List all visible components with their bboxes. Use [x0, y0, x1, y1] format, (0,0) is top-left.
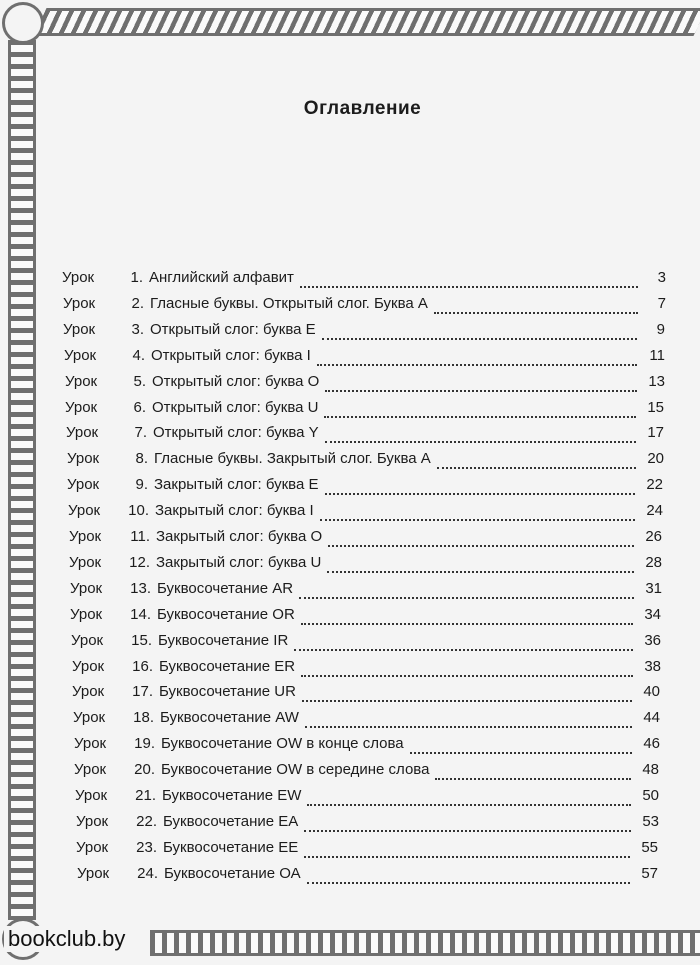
toc-dot-leader	[302, 686, 632, 702]
toc-entry-title: Буквосочетание OW в конце слова	[161, 735, 404, 752]
toc-lesson-label: Урок	[70, 606, 103, 623]
toc-lesson-label: Урок	[62, 269, 95, 286]
toc-lesson-label: Урок	[76, 813, 109, 830]
toc-entry-title: Буквосочетание AR	[157, 580, 294, 597]
toc-lesson-number: 2.	[131, 295, 144, 312]
toc-lesson-label: Урок	[74, 735, 107, 752]
toc-dot-leader	[304, 842, 630, 858]
toc-lesson-number: 17.	[132, 683, 153, 700]
toc-row	[76, 836, 658, 860]
toc-dot-leader	[324, 402, 636, 418]
toc-page-number: 46	[643, 735, 660, 752]
decorative-rope-border-bottom	[150, 930, 700, 956]
toc-entry-title: Открытый слог: буква Е	[150, 321, 316, 338]
toc-entry-title: Закрытый слог: буква Е	[154, 476, 319, 493]
toc-dot-leader	[322, 324, 637, 340]
toc-row	[62, 266, 666, 290]
corner-bow-icon	[2, 2, 44, 44]
toc-dot-leader	[320, 505, 635, 521]
toc-lesson-label: Урок	[63, 321, 96, 338]
toc-lesson-label: Урок	[69, 528, 102, 545]
toc-lesson-number: 11.	[130, 528, 150, 545]
toc-lesson-label: Урок	[65, 399, 98, 416]
toc-page-number: 28	[645, 554, 662, 571]
watermark: bookclub.by	[4, 926, 129, 952]
toc-entry-title: Открытый слог: буква Y	[153, 424, 319, 441]
toc-lesson-number: 22.	[136, 813, 157, 830]
toc-dot-leader	[434, 298, 638, 314]
toc-lesson-number: 7.	[134, 424, 147, 441]
toc-row	[70, 603, 661, 627]
toc-lesson-label: Урок	[72, 658, 105, 675]
toc-lesson-number: 21.	[135, 787, 156, 804]
toc-entry-title: Гласные буквы. Открытый слог. Буква А	[150, 295, 428, 312]
toc-row	[76, 810, 659, 834]
toc-page-number: 57	[641, 865, 658, 882]
toc-lesson-number: 19.	[134, 735, 155, 752]
toc-entry-title: Буквосочетание EW	[162, 787, 302, 804]
toc-lesson-number: 10.	[128, 502, 149, 519]
toc-dot-leader	[327, 557, 634, 573]
toc-row	[67, 473, 663, 497]
toc-page-number: 55	[641, 839, 658, 856]
toc-lesson-number: 3.	[131, 321, 144, 338]
decorative-rope-border-left	[8, 40, 36, 920]
toc-lesson-number: 6.	[133, 399, 146, 416]
toc-row	[70, 577, 662, 601]
toc-lesson-number: 5.	[133, 373, 146, 390]
toc-entry-title: Буквосочетание AW	[160, 709, 299, 726]
toc-dot-leader	[300, 272, 638, 288]
toc-dot-leader	[307, 868, 630, 884]
toc-page-number: 13	[648, 373, 665, 390]
toc-row	[63, 318, 665, 342]
toc-page-number: 38	[644, 658, 661, 675]
toc-page-number: 48	[642, 761, 659, 778]
toc-lesson-number: 18.	[133, 709, 154, 726]
toc-lesson-label: Урок	[71, 632, 104, 649]
toc-dot-leader	[317, 350, 637, 366]
toc-entry-title: Закрытый слог: буква U	[156, 554, 322, 571]
toc-dot-leader	[325, 376, 637, 392]
toc-dot-leader	[437, 453, 636, 469]
toc-page-number: 50	[642, 787, 659, 804]
toc-entry-title: Буквосочетание ER	[159, 658, 296, 675]
toc-page-number: 20	[647, 450, 664, 467]
toc-row	[72, 655, 661, 679]
toc-lesson-label: Урок	[74, 761, 107, 778]
toc-page-number: 36	[644, 632, 661, 649]
toc-page-number: 26	[645, 528, 662, 545]
toc-entry-title: Буквосочетание ЕА	[163, 813, 299, 830]
toc-row	[65, 370, 665, 394]
toc-lesson-label: Урок	[68, 502, 101, 519]
toc-entry-title: Английский алфавит	[149, 269, 294, 286]
toc-row	[69, 525, 662, 549]
toc-entry-title: Буквосочетание ОА	[164, 865, 301, 882]
toc-page-number: 11	[649, 347, 665, 364]
toc-page-number: 40	[643, 683, 660, 700]
toc-dot-leader	[301, 661, 633, 677]
toc-lesson-number: 13.	[130, 580, 151, 597]
toc-lesson-label: Урок	[67, 476, 100, 493]
toc-entry-title: Гласные буквы. Закрытый слог. Буква А	[154, 450, 431, 467]
toc-dot-leader	[328, 531, 634, 547]
toc-lesson-label: Урок	[65, 373, 98, 390]
toc-lesson-label: Урок	[64, 347, 97, 364]
toc-dot-leader	[325, 479, 636, 495]
toc-dot-leader	[435, 764, 631, 780]
toc-dot-leader	[299, 583, 634, 599]
toc-page-number: 22	[646, 476, 663, 493]
toc-entry-title: Закрытый слог: буква О	[156, 528, 323, 545]
toc-entry-title: Закрытый слог: буква I	[155, 502, 314, 519]
toc-lesson-number: 23.	[136, 839, 157, 856]
toc-row	[65, 396, 664, 420]
toc-lesson-number: 12.	[129, 554, 150, 571]
toc-page-number: 9	[656, 321, 665, 338]
toc-page-number: 15	[647, 399, 664, 416]
toc-entry-title: Открытый слог: буква U	[152, 399, 319, 416]
toc-entry-title: Буквосочетание UR	[159, 683, 296, 700]
toc-lesson-label: Урок	[75, 787, 108, 804]
toc-lesson-number: 8.	[135, 450, 148, 467]
toc-lesson-label: Урок	[66, 424, 99, 441]
toc-page-number: 7	[657, 295, 666, 312]
toc-dot-leader	[301, 609, 633, 625]
toc-row	[74, 732, 660, 756]
decorative-rope-border-top	[33, 8, 700, 36]
toc-lesson-label: Урок	[70, 580, 103, 597]
toc-page-number: 44	[643, 709, 660, 726]
toc-lesson-label: Урок	[69, 554, 102, 571]
toc-page-number: 31	[645, 580, 662, 597]
toc-page-number: 34	[644, 606, 661, 623]
toc-lesson-label: Урок	[73, 709, 106, 726]
toc-row	[66, 421, 664, 445]
toc-entry-title: Буквосочетание OR	[157, 606, 295, 623]
toc-lesson-label: Урок	[63, 295, 96, 312]
toc-row	[64, 344, 665, 368]
toc-lesson-number: 1.	[130, 269, 143, 286]
toc-lesson-label: Урок	[77, 865, 110, 882]
toc-lesson-number: 15.	[131, 632, 152, 649]
toc-lesson-label: Урок	[67, 450, 100, 467]
toc-lesson-number: 9.	[135, 476, 148, 493]
toc-dot-leader	[410, 738, 632, 754]
toc-entry-title: Буквосочетание ЕЕ	[163, 839, 299, 856]
toc-lesson-label: Урок	[76, 839, 109, 856]
toc-lesson-number: 24.	[137, 865, 158, 882]
toc-row	[63, 292, 666, 316]
toc-row	[67, 447, 664, 471]
toc-entry-title: Буквосочетание OW в середине слова	[161, 761, 430, 778]
toc-row	[75, 784, 659, 808]
toc-row	[72, 680, 660, 704]
toc-row	[69, 551, 662, 575]
toc-page-number: 3	[657, 269, 666, 286]
toc-page-number: 24	[646, 502, 663, 519]
toc-lesson-number: 4.	[132, 347, 145, 364]
toc-row	[68, 499, 663, 523]
toc-row	[77, 862, 658, 886]
toc-row	[73, 706, 660, 730]
toc-lesson-number: 14.	[130, 606, 151, 623]
toc-page-number: 53	[642, 813, 659, 830]
toc-dot-leader	[294, 635, 633, 651]
toc-entry-title: Буквосочетание IR	[158, 632, 289, 649]
toc-dot-leader	[305, 712, 632, 728]
toc-entry-title: Открытый слог: буква О	[152, 373, 320, 390]
toc-dot-leader	[307, 790, 631, 806]
toc-lesson-number: 16.	[132, 658, 153, 675]
page-title: Оглавление	[303, 98, 422, 119]
toc-row	[71, 629, 661, 653]
toc-dot-leader	[304, 816, 631, 832]
toc-lesson-label: Урок	[72, 683, 105, 700]
toc-page-number: 17	[647, 424, 664, 441]
toc-row	[74, 758, 659, 782]
toc-lesson-number: 20.	[134, 761, 155, 778]
toc-entry-title: Открытый слог: буква I	[151, 347, 311, 364]
toc-dot-leader	[325, 427, 636, 443]
